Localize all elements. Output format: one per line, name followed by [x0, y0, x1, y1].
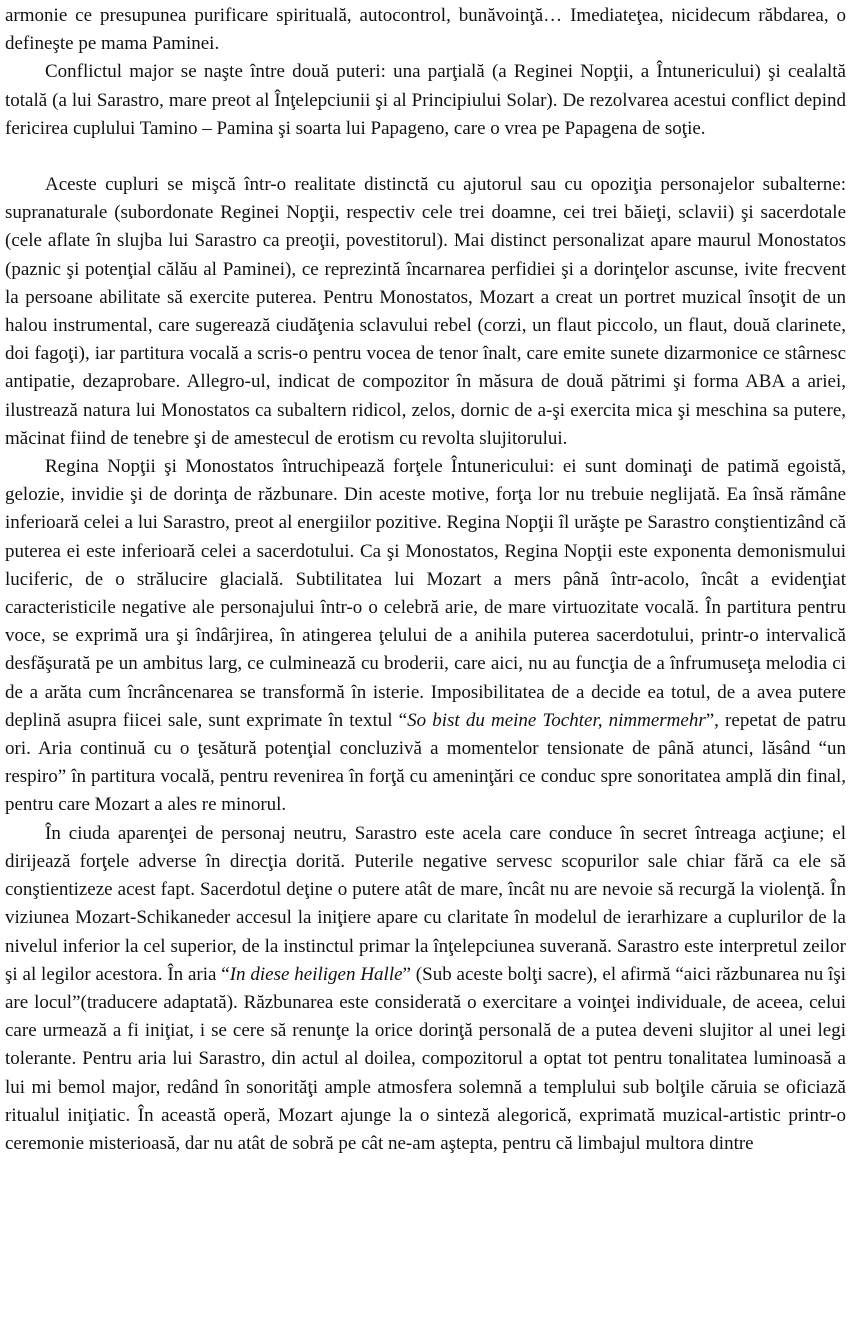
body-paragraph: [5, 58, 846, 143]
text-run: Regina Nopţii şi Monostatos întruchipează forţele Întunericului: ei sunt dominaţi de patimă egoistă, gelozie, invidie şi de dorinţa de răzbunare. Din aceste motive, forţa lor nu trebuie neglijată. Ea însă rămâne inferioară celei a lui Sarastro, preot al energiilor pozitive. Regina Nopţii îl urăşte pe Sarastro conştientizând că puterea ei este inferioară celei a sacerdotului. Ca şi Monostatos, Regina Nopţii este exponenta demonismului luciferic, de o strălucire glacială. Subtilitatea lui Mozart a mers până într-acolo, încât a evidenţiat caracteristicile negative ale personajului într-o o celebră arie, de mare virtuozitate vocală. În partitura pentru voce, se exprimă ura şi îndârjirea, în atingerea ţelului de a anihila puterea sacerdotului, printr-o intervalică desfăşurată pe un ambitus larg, ce culminează cu broderii, care aici, nu au funcţia de a înfrumuseţa melodia ci de a arăta cum încrâncenarea se transformă în isterie. Imposibilitatea de a decide ea totul, de a avea putere deplină asupra fiicei sale, sunt exprimate în textul “: [5, 456, 846, 731]
italic-quote: In diese heiligen Halle: [229, 963, 403, 985]
text-run: armonie ce presupunea purificare spirituală, autocontrol, bunăvoinţă… Imediateţea, nicidecum răbdarea, o defineşte pe mama Paminei.: [5, 5, 846, 55]
body-paragraph: [5, 453, 846, 820]
text-run: Conflictul major se naşte între două puteri: una parţială (a Reginei Nopţii, a Întunericului) şi cealaltă totală (a lui Sarastro, mare preot al Înţelepciunii şi al Principiului Solar). De rezolvarea acestui conflict depind fericirea cuplului Tamino – Pamina şi soarta lui Papageno, care o vrea pe Papagena de soţie.: [5, 61, 846, 139]
body-paragraph: [5, 171, 846, 453]
text-run: Aceste cupluri se mişcă într-o realitate distinctă cu ajutorul sau cu opoziţia personajelor subalterne: supranaturale (subordonate Reginei Nopţii, respectiv cele trei doamne, cei trei băieţi, sclavii) şi sacerdotale (cele aflate în slujba lui Sarastro ca preoţii, povestitorul). Mai distinct personalizat apare maurul Monostatos (paznic şi potenţial călău al Paminei), ce reprezintă încarnarea perfidiei şi a dorinţelor ascunse, ivite frecvent la persoane abilitate să exercite puterea. Pentru Monostatos, Mozart a creat un portret muzical însoţit de un halou instrumental, care sugerează ciudăţenia sclavului rebel (corzi, un flaut piccolo, un flaut, două clarinete, doi fagoţi), iar partitura vocală a scris-o pentru vocea de tenor înalt, care emite sunete dizarmonice ce stârnesc antipatie, dezaprobare. Allegro-ul, indicat de compozitor în măsura de două pătrimi şi forma ABA a ariei, ilustrează natura lui Monostatos ca subaltern ridicol, zelos, dornic de a-şi exercita mica şi meschina sa putere, măcinat fiind de tenebre şi de amestecul de erotism cu revolta slujitorului.: [5, 174, 846, 449]
paragraph-gap: [5, 143, 846, 171]
body-paragraph: [5, 2, 846, 58]
body-paragraph: [5, 820, 846, 1158]
text-run: ”, repetat de patru ori. Aria continuă cu o ţesătură potenţial concluzivă a momentelor tensionate de până atunci, lăsând “un respiro” în partitura vocală, pentru revenirea în forţă cu ameninţări ce conduc spre sonoritatea amplă din final, pentru care Mozart a ales re minorul.: [5, 709, 847, 816]
text-run: În ciuda aparenţei de personaj neutru, Sarastro este acela care conduce în secret întreaga acţiune; el dirijează forţele adverse în direcţia dorită. Puterile negative servesc scopurilor sale chiar fără ca ele să conştientizeze acest fapt. Sacerdotul deţine o putere atât de mare, încât nu are nevoie să recurgă la violenţă. În viziunea Mozart-Schikaneder accesul la iniţiere apare cu claritate în modelul de ierarhizare a cuplurilor de la nivelul inferior la cel superior, de la instinctul primar la înţelepciunea suverană. Sarastro este interpretul zeilor şi al legilor acestora. În aria “: [5, 822, 846, 985]
italic-quote: So bist du meine Tochter, nimmermehr: [407, 709, 706, 731]
text-run: ” (Sub aceste bolţi sacre), el afirmă “aici răzbunarea nu îşi are locul”(traducere adaptată). Răzbunarea este considerată o exercitare a voinţei individuale, de aceea, celui care urmează a fi iniţiat, i se cere să renunţe la orice dorinţă personală de a putea deveni slujitor al unei legi tolerante. Pentru aria lui Sarastro, din actul al doilea, compozitorul a optat tot pentru tonalitatea luminoasă a lui mi bemol major, redând în sonorităţi ample atmosfera solemnă a templului sub bolţile căruia se oficiază ritualul iniţiatic. În această operă, Mozart ajunge la o sinteză alegorică, exprimată muzical-artistic printr-o ceremonie misterioasă, dar nu atât de sobră pe cât ne-am aştepta, pentru că limbajul multora dintre: [5, 963, 846, 1154]
